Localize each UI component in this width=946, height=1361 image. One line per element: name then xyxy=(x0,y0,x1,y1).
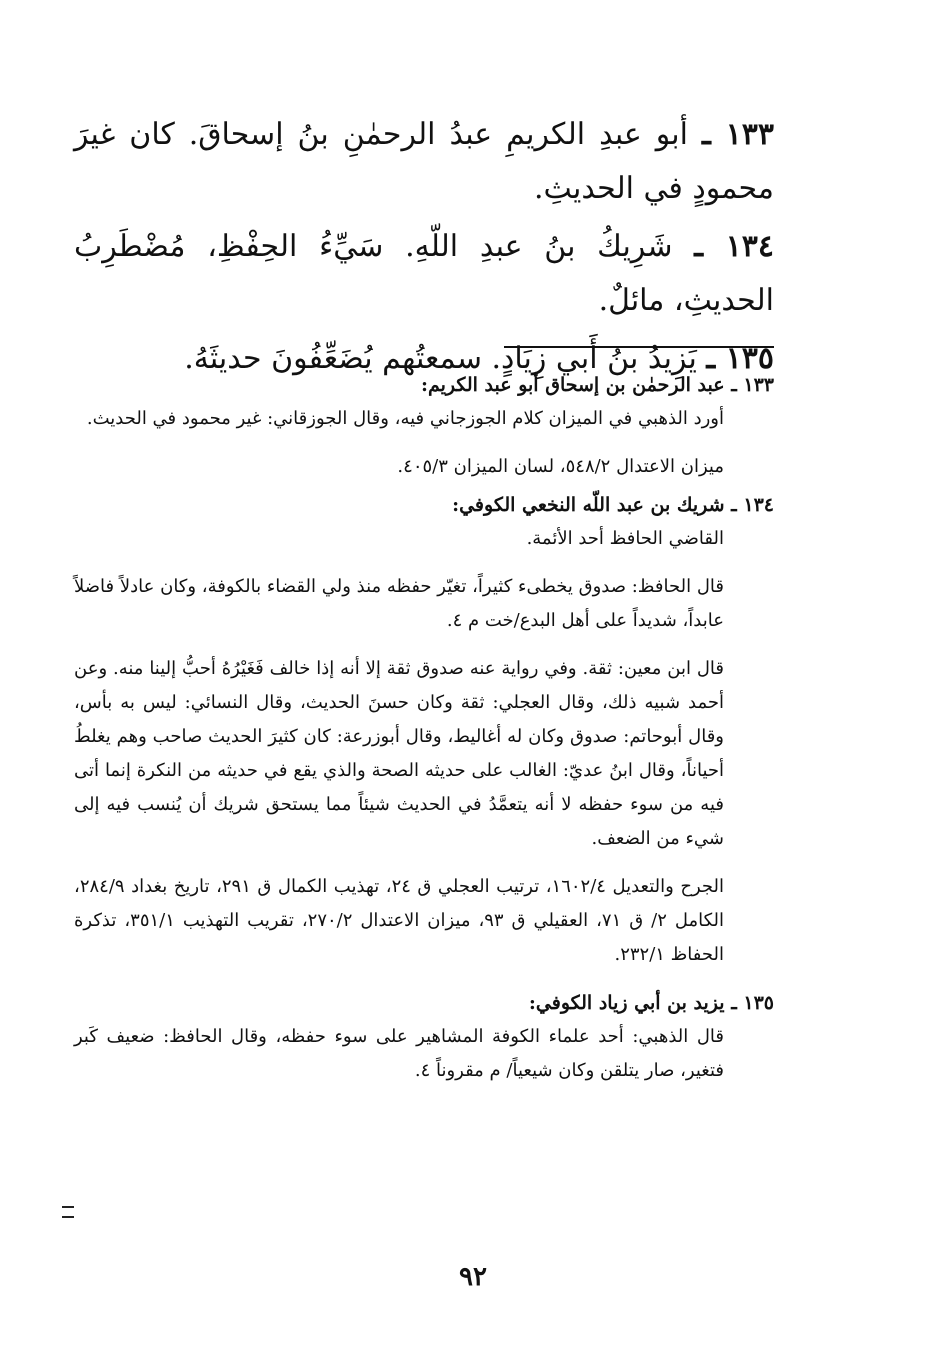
note-134-intro: القاضي الحافظ أحد الأئمة. xyxy=(526,528,724,549)
entry-number: ١٣٣ ـ xyxy=(701,117,774,152)
note-heading-135: ١٣٥ ـ يزيد بن أبي زياد الكوفي: xyxy=(528,992,774,1014)
page-number: ٩٢ xyxy=(459,1262,487,1292)
entry-text: أبو عبدِ الكريمِ عبدُ الرحمٰنِ بنُ إسحاقَ. كان غيرَ محمودٍ في الحديثِ. xyxy=(74,117,774,206)
main-entry-133 xyxy=(74,108,774,216)
entry-number: ١٣٥ ـ xyxy=(706,341,774,376)
note-133-text: أورد الذهبي في الميزان كلام الجوزجاني فيه، وقال الجوزقاني: غير محمود في الحديث. xyxy=(86,408,724,429)
entry-text: يَزِيدُ بنُ أَبي زِيَادٍ. سمعتُهم يُضَعِّفُونَ حديثَهُ. xyxy=(184,341,697,376)
entry-number: ١٣٤ ـ xyxy=(694,229,774,264)
note-134-sources: الجرح والتعديل ١٦٠٢/٤، ترتيب العجلي ق ٢٤، تهذيب الكمال ق ٢٩١، تاريخ بغداد ٢٨٤/٩، الكامل ٢/ ق ٧١، العقيلي ق ٩٣، ميزان الاعتدال ٢٧٠/٢، تقريب التهذيب ٣٥١/١، تذكرة الحفاظ ٢٣٢/١. xyxy=(74,876,725,965)
main-entry-134 xyxy=(74,220,774,328)
note-heading-133: ١٣٣ ـ عبد الرحمٰن بن إسحاق أبو عبد الكريم: xyxy=(420,374,774,396)
note-133-sources: ميزان الاعتدال ٥٤٨/٢، لسان الميزان ٤٠٥/٣. xyxy=(397,456,724,477)
entry-text: شَرِيكُ بنُ عبدِ اللّهِ. سَيِّءُ الحِفْظِ، مُضْطَرِبُ الحديثِ، مائلٌ. xyxy=(74,229,774,318)
note-134-opinions: قال ابن معين: ثقة. وفي رواية عنه صدوق ثقة إلا أنه إذا خالف فَغَيْرُهُ أحبُّ إلينا منه. وعن أحمد شبيه ذلك، وقال العجلي: ثقة وكان حسنَ الحديث، وقال النسائي: ليس به بأس، وقال أبوحاتم: صدوق وكان له أغاليط، وقال أبوزرعة: كان كثيرَ الحديث صاحب وهم يغلطُ أحياناً، وقال ابنُ عديّ: الغالب على حديثه الصحة والذي يقع في حديثه من النكرة إنما أتى فيه من سوء حفظه لا أنه يتعمَّدُ في الحديث شيئاً مما يستحق شريك أن يُنسب فيه إلى شيء من الضعف. xyxy=(74,658,724,849)
continuation-mark xyxy=(62,1206,74,1218)
note-135-text: قال الذهبي: أحد علماء الكوفة المشاهير على سوء حفظه، وقال الحافظ: ضعيف كَبر فتغير، صار يتلقن وكان شيعياً/ م مقروناً ٤. xyxy=(74,1026,724,1081)
footnote-divider xyxy=(504,346,774,348)
footnotes xyxy=(74,368,774,1102)
note-heading-134: ١٣٤ ـ شريك بن عبد اللّه النخعي الكوفي: xyxy=(452,494,774,516)
note-134-hafiz: قال الحافظ: صدوق يخطىء كثيراً، تغيّر حفظه منذ ولي القضاء بالكوفة، وكان عادلاً فاضلاً عابداً، شديداً على أهل البدع/خت م ٤. xyxy=(74,576,724,631)
